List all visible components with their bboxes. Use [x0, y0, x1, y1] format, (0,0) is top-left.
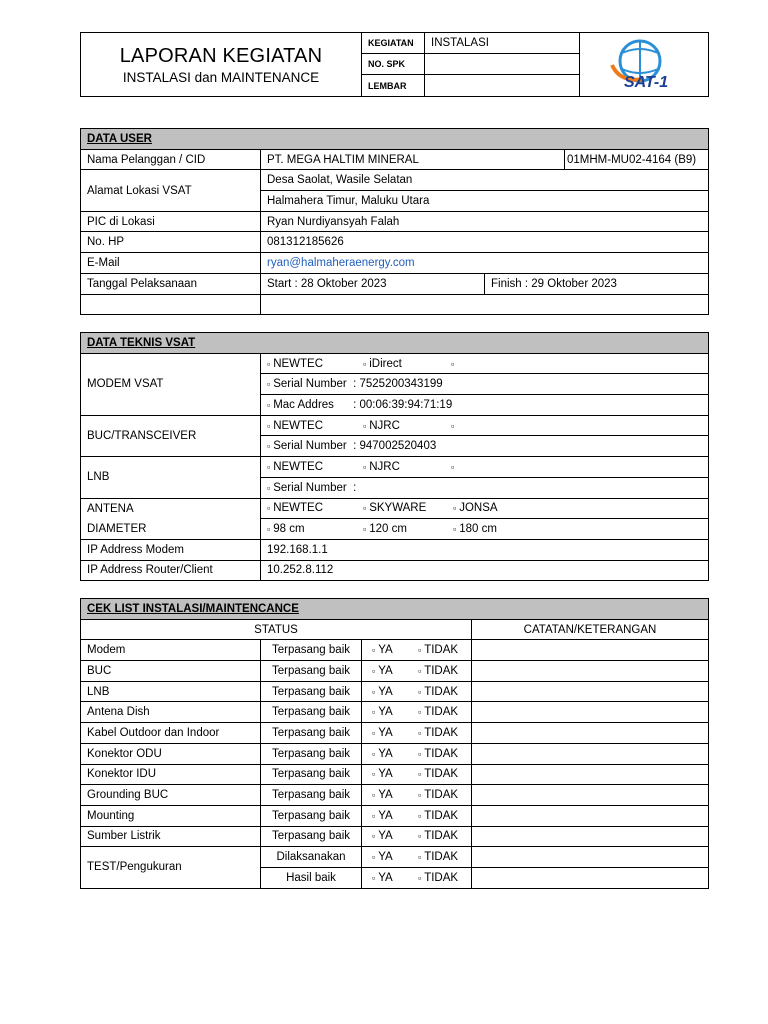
checkbox-icon[interactable]: ▫ — [267, 482, 271, 493]
modem-mac: ▫ Mac Addres : 00:06:39:94:71:19 — [261, 395, 709, 416]
checklist-item-label: Modem — [81, 640, 261, 661]
antena-options: ▫ NEWTEC ▫ SKYWARE ▫ JONSA — [261, 498, 709, 519]
checkbox-icon[interactable]: ▫ — [453, 503, 457, 514]
checkbox-icon[interactable]: ▫ — [372, 727, 376, 738]
checklist-note[interactable] — [472, 826, 709, 847]
status-header: STATUS — [81, 619, 472, 640]
finish-value: Finish : 29 Oktober 2023 — [485, 273, 709, 294]
checklist-note[interactable] — [472, 764, 709, 785]
checkbox-icon[interactable]: ▫ — [418, 727, 422, 738]
kegiatan-value: INSTALASI — [425, 33, 580, 54]
kegiatan-label: KEGIATAN — [362, 33, 425, 54]
checkbox-icon[interactable]: ▫ — [372, 686, 376, 697]
checklist-section-title: CEK LIST INSTALASI/MAINTENCANCE — [81, 599, 709, 620]
checkbox-icon[interactable]: ▫ — [267, 420, 271, 431]
report-subtitle: INSTALASI dan MAINTENANCE — [122, 69, 320, 85]
checkbox-icon[interactable]: ▫ — [451, 420, 455, 431]
checkbox-icon[interactable]: ▫ — [418, 645, 422, 656]
checkbox-icon[interactable]: ▫ — [363, 503, 367, 514]
test-status-hasil: Hasil baik — [261, 867, 362, 888]
checklist-status: Terpasang baik — [261, 785, 362, 806]
checklist-item-label: Sumber Listrik — [81, 826, 261, 847]
email-link[interactable]: ryan@halmaheraenergy.com — [261, 253, 709, 274]
checkbox-icon[interactable]: ▫ — [453, 524, 457, 535]
checkbox-icon[interactable]: ▫ — [267, 379, 271, 390]
checklist-note[interactable] — [472, 681, 709, 702]
checkbox-icon[interactable]: ▫ — [372, 872, 376, 883]
lnb-serial: ▫ Serial Number : — [261, 477, 709, 498]
checkbox-icon[interactable]: ▫ — [267, 503, 271, 514]
checkbox-icon[interactable]: ▫ — [267, 441, 271, 452]
checklist-row — [81, 640, 709, 661]
checklist-status: Terpasang baik — [261, 702, 362, 723]
checkbox-icon[interactable]: ▫ — [363, 461, 367, 472]
checklist-item-label: Antena Dish — [81, 702, 261, 723]
svg-text:SAT-1: SAT-1 — [624, 74, 669, 91]
checkbox-icon[interactable]: ▫ — [372, 645, 376, 656]
checklist-yesno: ▫ YA ▫ TIDAK — [362, 785, 472, 806]
report-header — [80, 32, 709, 97]
checkbox-icon[interactable]: ▫ — [418, 769, 422, 780]
ip-router-value: 10.252.8.112 — [261, 560, 709, 581]
checkbox-icon[interactable]: ▫ — [372, 748, 376, 759]
spk-label: NO. SPK — [362, 53, 425, 75]
checklist-yesno: ▫ YA ▫ TIDAK — [362, 723, 472, 744]
checklist-note[interactable] — [472, 785, 709, 806]
checkbox-icon[interactable]: ▫ — [372, 810, 376, 821]
checklist-row — [81, 681, 709, 702]
logo-cell — [580, 33, 709, 97]
pic-value: Ryan Nurdiyansyah Falah — [261, 211, 709, 232]
checkbox-icon[interactable]: ▫ — [267, 358, 271, 369]
checklist-status: Terpasang baik — [261, 681, 362, 702]
checkbox-icon[interactable]: ▫ — [418, 665, 422, 676]
report-title: LAPORAN KEGIATAN — [119, 44, 323, 67]
nama-label: Nama Pelanggan / CID — [81, 149, 261, 170]
empty-label-cell — [81, 294, 261, 315]
test-yesno-1: ▫ YA ▫ TIDAK — [362, 847, 472, 868]
test-label: TEST/Pengukuran — [81, 847, 261, 888]
checklist-note[interactable] — [472, 661, 709, 682]
checklist-item-label: BUC — [81, 661, 261, 682]
checkbox-icon[interactable]: ▫ — [372, 831, 376, 842]
lnb-options: ▫ NEWTEC ▫ NJRC ▫ — [261, 457, 709, 478]
checklist-row — [81, 826, 709, 847]
checklist-item-label: LNB — [81, 681, 261, 702]
email-label: E-Mail — [81, 253, 261, 274]
alamat-line1: Desa Saolat, Wasile Selatan — [261, 170, 709, 191]
checklist-status: Terpasang baik — [261, 723, 362, 744]
checkbox-icon[interactable]: ▫ — [418, 707, 422, 718]
checkbox-icon[interactable]: ▫ — [267, 524, 271, 535]
checklist-status: Terpasang baik — [261, 640, 362, 661]
checklist-row — [81, 743, 709, 764]
modem-serial: ▫ Serial Number : 7525200343199 — [261, 374, 709, 395]
ip-modem-value: 192.168.1.1 — [261, 539, 709, 560]
catatan-header: CATATAN/KETERANGAN — [472, 619, 709, 640]
checklist-item-label: Grounding BUC — [81, 785, 261, 806]
checkbox-icon[interactable]: ▫ — [372, 665, 376, 676]
start-value: Start : 28 Oktober 2023 — [261, 273, 485, 294]
checklist-row — [81, 785, 709, 806]
checkbox-icon[interactable]: ▫ — [372, 790, 376, 801]
ip-router-label: IP Address Router/Client — [81, 560, 261, 581]
data-user-section-title: DATA USER — [81, 129, 709, 150]
test-note-1[interactable] — [472, 847, 709, 868]
data-teknis-table — [80, 332, 709, 581]
checklist-yesno: ▫ YA ▫ TIDAK — [362, 681, 472, 702]
checkbox-icon[interactable]: ▫ — [372, 707, 376, 718]
checkbox-icon[interactable]: ▫ — [451, 358, 455, 369]
alamat-line2: Halmahera Timur, Maluku Utara — [261, 191, 709, 212]
diameter-options: ▫ 98 cm ▫ 120 cm ▫ 180 cm — [261, 519, 709, 540]
checkbox-icon[interactable]: ▫ — [267, 399, 271, 410]
spk-value — [425, 53, 580, 75]
checkbox-icon[interactable]: ▫ — [363, 420, 367, 431]
checklist-item-label: Konektor ODU — [81, 743, 261, 764]
checklist-yesno: ▫ YA ▫ TIDAK — [362, 743, 472, 764]
checklist-status: Terpasang baik — [261, 805, 362, 826]
checkbox-icon[interactable]: ▫ — [418, 686, 422, 697]
checkbox-icon[interactable]: ▫ — [363, 358, 367, 369]
checklist-note[interactable] — [472, 640, 709, 661]
checkbox-icon[interactable]: ▫ — [418, 810, 422, 821]
cid-value: 01MHM-MU02-4164 (B9) — [565, 149, 709, 170]
tanggal-label: Tanggal Pelaksanaan — [81, 273, 261, 294]
checklist-row — [81, 702, 709, 723]
antena-label: ANTENA — [81, 498, 261, 519]
checkbox-icon[interactable]: ▫ — [451, 461, 455, 472]
modem-options: ▫ NEWTEC ▫ iDirect ▫ — [261, 353, 709, 374]
checklist-note[interactable] — [472, 702, 709, 723]
checklist-item-label: Kabel Outdoor dan Indoor — [81, 723, 261, 744]
buc-label: BUC/TRANSCEIVER — [81, 415, 261, 456]
alamat-label: Alamat Lokasi VSAT — [81, 170, 261, 211]
data-user-table — [80, 128, 709, 315]
data-teknis-section-title: DATA TEKNIS VSAT — [81, 333, 709, 354]
checkbox-icon[interactable]: ▫ — [418, 852, 422, 863]
checkbox-icon[interactable]: ▫ — [418, 748, 422, 759]
ip-modem-label: IP Address Modem — [81, 539, 261, 560]
checkbox-icon[interactable]: ▫ — [372, 769, 376, 780]
nama-value: PT. MEGA HALTIM MINERAL — [261, 149, 565, 170]
checklist-yesno: ▫ YA ▫ TIDAK — [362, 764, 472, 785]
checklist-yesno: ▫ YA ▫ TIDAK — [362, 702, 472, 723]
checklist-status: Terpasang baik — [261, 826, 362, 847]
hp-value: 081312185626 — [261, 232, 709, 253]
pic-label: PIC di Lokasi — [81, 211, 261, 232]
lnb-label: LNB — [81, 457, 261, 498]
checklist-status: Terpasang baik — [261, 661, 362, 682]
checklist-note[interactable] — [472, 743, 709, 764]
buc-options: ▫ NEWTEC ▫ NJRC ▫ — [261, 415, 709, 436]
lembar-label: LEMBAR — [362, 75, 425, 97]
checklist-row — [81, 805, 709, 826]
checklist-status: Terpasang baik — [261, 743, 362, 764]
empty-value-cell — [261, 294, 709, 315]
report-title-cell — [81, 33, 362, 97]
test-status-dilaksanakan: Dilaksanakan — [261, 847, 362, 868]
hp-label: No. HP — [81, 232, 261, 253]
checklist-row — [81, 661, 709, 682]
checkbox-icon[interactable]: ▫ — [418, 790, 422, 801]
checklist-table — [80, 598, 709, 889]
test-note-2[interactable] — [472, 867, 709, 888]
checklist-item-label: Konektor IDU — [81, 764, 261, 785]
checkbox-icon[interactable]: ▫ — [363, 524, 367, 535]
checklist-status: Terpasang baik — [261, 764, 362, 785]
buc-serial: ▫ Serial Number : 947002520403 — [261, 436, 709, 457]
modem-label: MODEM VSAT — [81, 353, 261, 415]
checklist-yesno: ▫ YA ▫ TIDAK — [362, 661, 472, 682]
checklist-note[interactable] — [472, 723, 709, 744]
lembar-value — [425, 75, 580, 97]
checkbox-icon[interactable]: ▫ — [418, 831, 422, 842]
checkbox-icon[interactable]: ▫ — [372, 852, 376, 863]
checklist-yesno: ▫ YA ▫ TIDAK — [362, 805, 472, 826]
test-yesno-2: ▫ YA ▫ TIDAK — [362, 867, 472, 888]
checklist-row — [81, 764, 709, 785]
checklist-row — [81, 723, 709, 744]
checklist-yesno: ▫ YA ▫ TIDAK — [362, 826, 472, 847]
checkbox-icon[interactable]: ▫ — [267, 461, 271, 472]
checklist-yesno: ▫ YA ▫ TIDAK — [362, 640, 472, 661]
checklist-note[interactable] — [472, 805, 709, 826]
checklist-item-label: Mounting — [81, 805, 261, 826]
checkbox-icon[interactable]: ▫ — [418, 872, 422, 883]
diameter-label: DIAMETER — [81, 519, 261, 540]
sat1-logo-icon — [600, 35, 688, 91]
